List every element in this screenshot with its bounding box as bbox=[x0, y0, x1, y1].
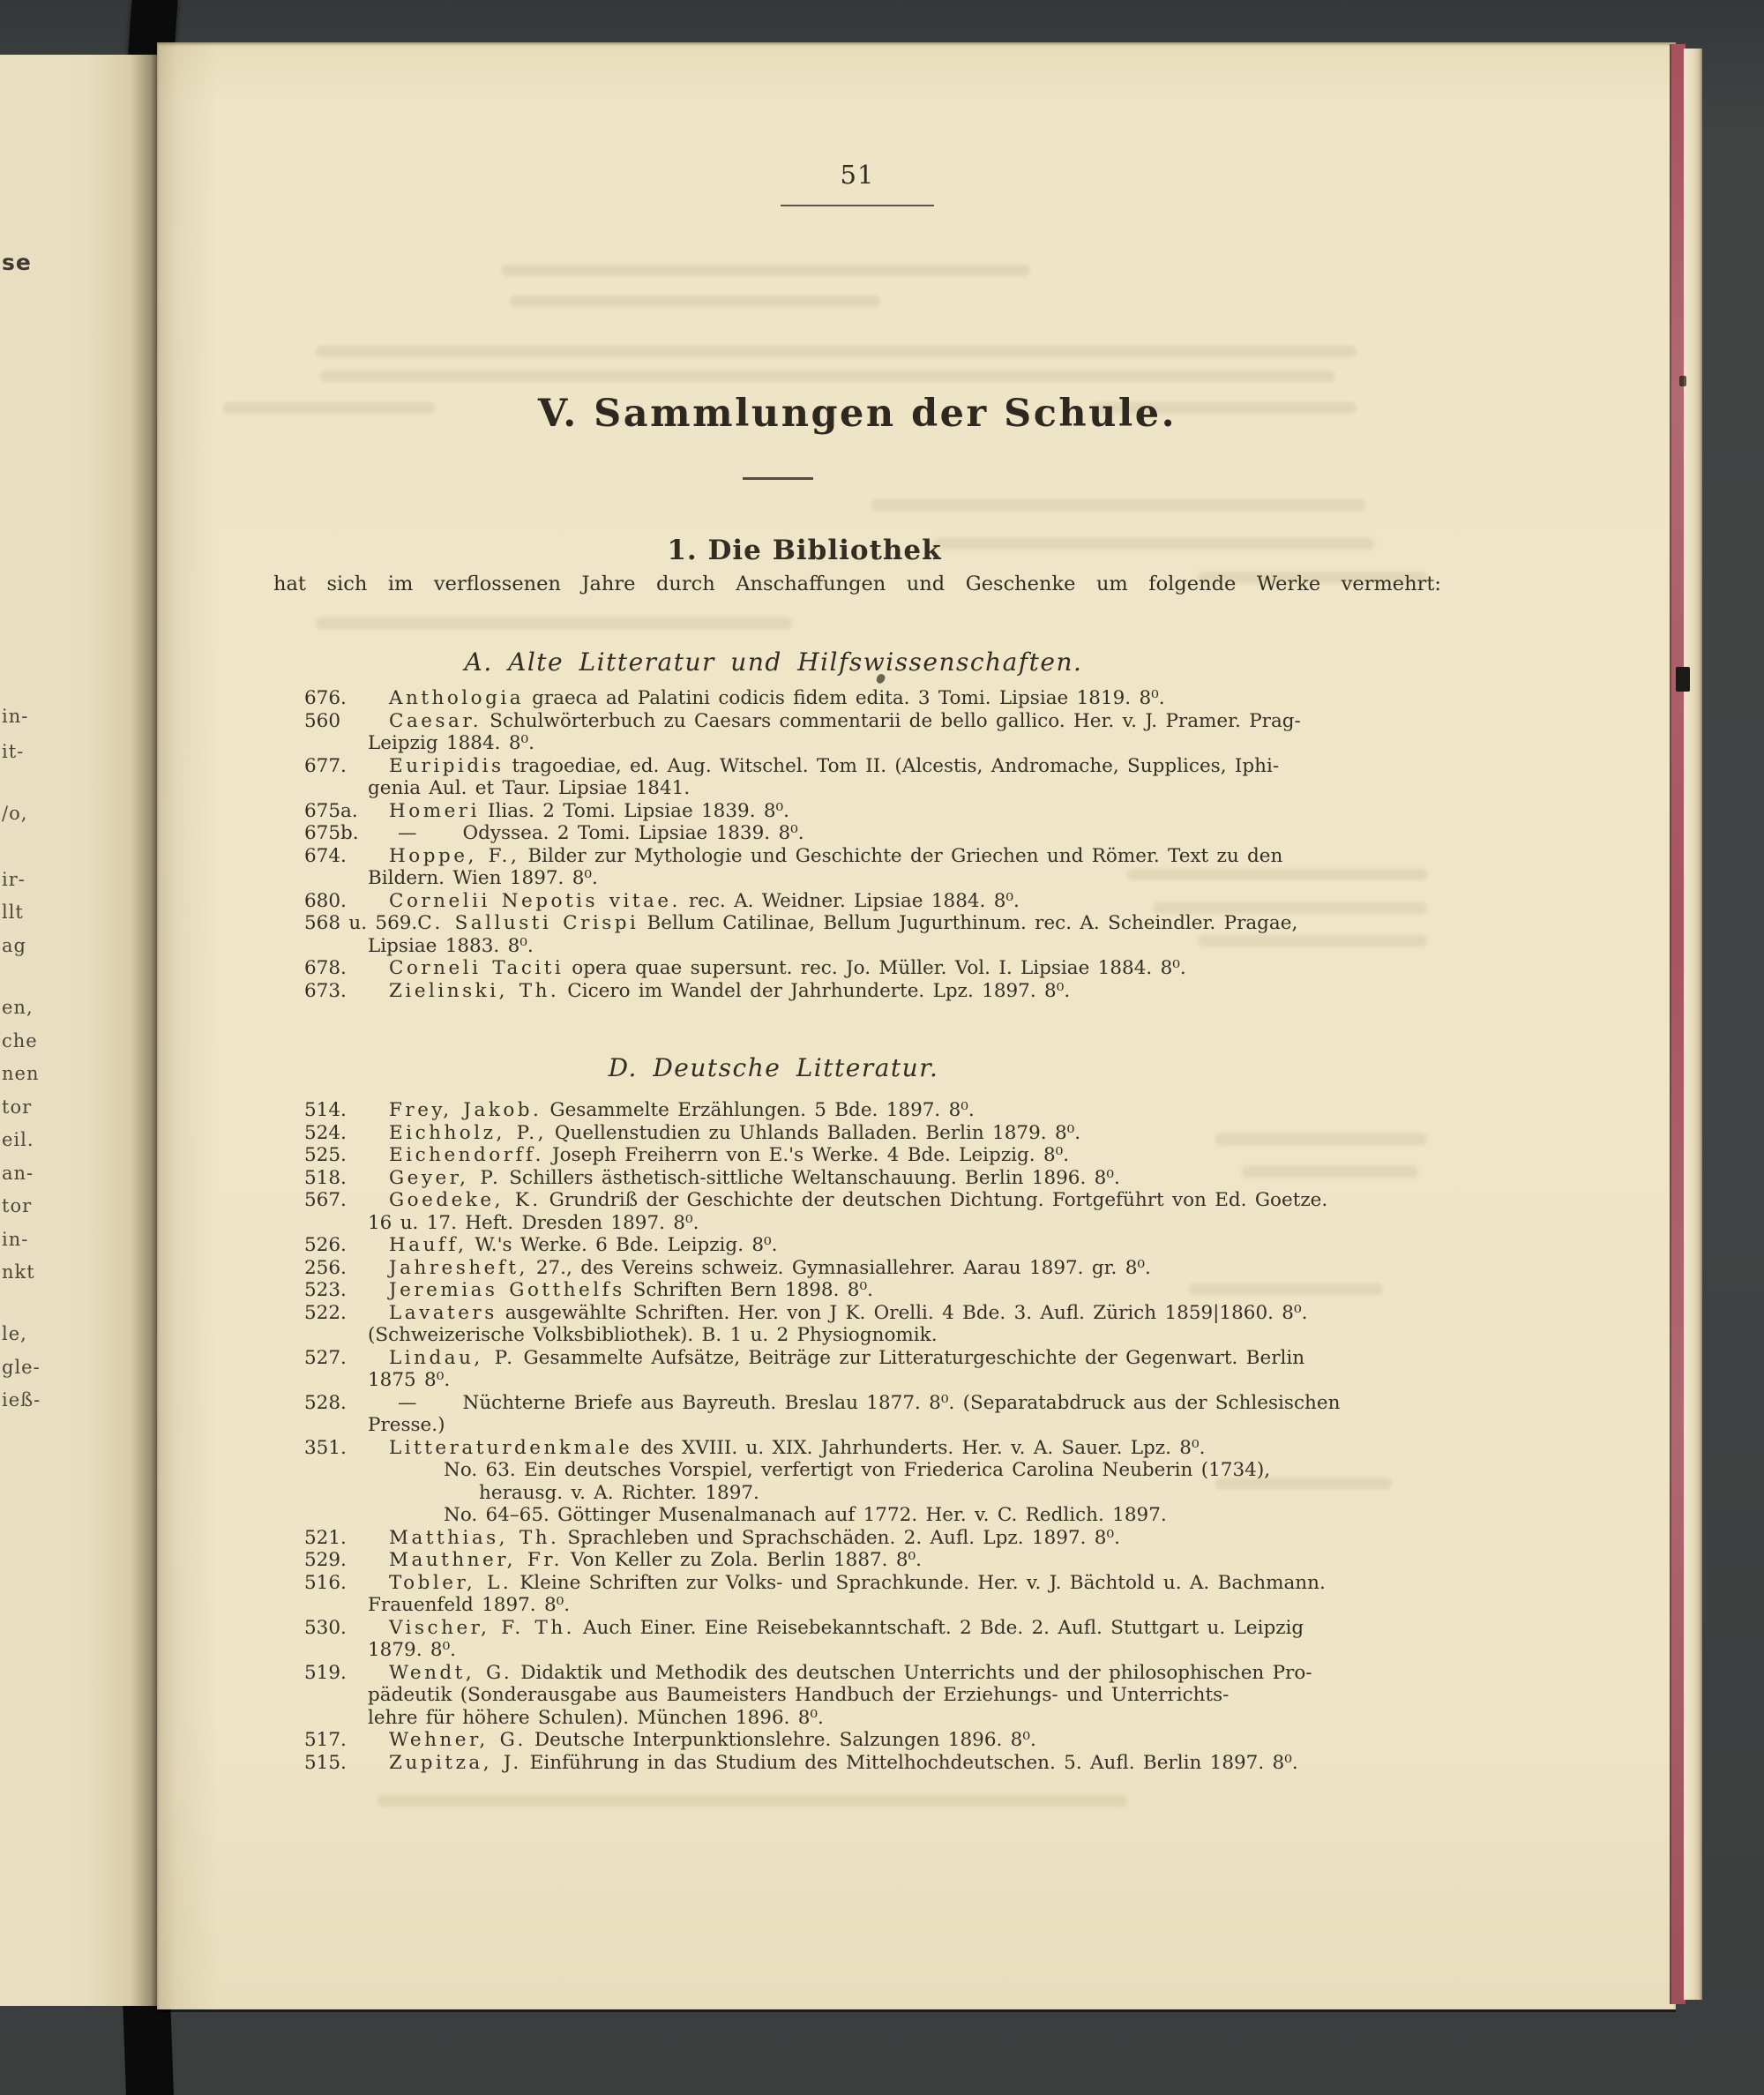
entry-first-line bbox=[304, 890, 1446, 913]
bibliography-entry bbox=[304, 1144, 1446, 1167]
cutoff-text-fragment: ag bbox=[2, 935, 26, 956]
entry-text: Gesammelte Aufsätze, Beiträge zur Litteraturgeschichte der Gegenwart. Berlin bbox=[523, 1346, 1305, 1369]
entry-number: 530. bbox=[304, 1616, 347, 1639]
entry-first-line bbox=[304, 1549, 1446, 1572]
entry-continuation-line: No. 64–65. Göttinger Musenalmanach auf 1772. Her. v. C. Redlich. 1897. bbox=[444, 1504, 1167, 1526]
cutoff-text-fragment: tor bbox=[2, 1096, 33, 1118]
entry-number: 560 bbox=[304, 709, 341, 732]
bibliography-entry bbox=[304, 1257, 1446, 1280]
entry-author: Caesar. bbox=[389, 709, 482, 732]
entry-continuation-line: genia Aul. et Taur. Lipsiae 1841. bbox=[368, 777, 691, 799]
entry-author: Goedeke, K. bbox=[389, 1189, 542, 1211]
entry-author: Eichendorff. bbox=[389, 1144, 544, 1166]
entry-continuation-line: No. 63. Ein deutsches Vorspiel, verfertigt von Friederica Carolina Neuberin (1734), bbox=[444, 1459, 1271, 1481]
entry-number: 527. bbox=[304, 1346, 347, 1369]
entry-text: Von Keller zu Zola. Berlin 1887. 8⁰. bbox=[571, 1549, 922, 1571]
page-number-rule bbox=[781, 205, 934, 206]
entry-author: Lavaters bbox=[389, 1301, 497, 1324]
bibliography-entry bbox=[304, 890, 1446, 913]
entry-continuation-line: lehre für höhere Schulen). München 1896. 8⁰. bbox=[368, 1706, 824, 1729]
entry-number: 524. bbox=[304, 1121, 347, 1144]
entry-author: C. Sallusti Crispi bbox=[417, 912, 639, 934]
entry-text: graeca ad Palatini codicis fidem edita. 3 Tomi. Lipsiae 1819. 8⁰. bbox=[532, 687, 1165, 709]
bibliography-entry bbox=[304, 1752, 1446, 1775]
entry-text: Cicero im Wandel der Jahrhunderte. Lpz. 1897. 8⁰. bbox=[567, 979, 1071, 1002]
entry-text: Odyssea. 2 Tomi. Lipsiae 1839. 8⁰. bbox=[462, 822, 804, 844]
bibliography-entry bbox=[304, 1572, 1446, 1617]
cutoff-text-fragment: en, bbox=[2, 997, 34, 1018]
entry-number: 675b. bbox=[304, 822, 359, 844]
bibliography-entry bbox=[304, 1347, 1446, 1392]
entry-author: Hoppe, F., bbox=[389, 844, 520, 867]
entry-author: Lindau, P. bbox=[389, 1346, 516, 1369]
entry-first-line bbox=[304, 800, 1446, 823]
entry-first-line bbox=[304, 957, 1446, 980]
chapter-title: V. Sammlungen der Schule. bbox=[537, 392, 1177, 436]
book-list-alte-litteratur bbox=[304, 687, 1446, 1002]
entry-text: Deutsche Interpunktionslehre. Salzungen 1896. 8⁰. bbox=[534, 1729, 1036, 1751]
cutoff-text-fragment: in- bbox=[2, 706, 29, 727]
entry-author: Zupitza, J. bbox=[389, 1751, 522, 1774]
entry-text: rec. A. Weidner. Lipsiae 1884. 8⁰. bbox=[688, 889, 1020, 912]
entry-continuation-line: Leipzig 1884. 8⁰. bbox=[368, 732, 534, 754]
entry-text: Joseph Freiherrn von E.'s Werke. 4 Bde. Leipzig. 8⁰. bbox=[552, 1144, 1070, 1166]
entry-continuation-line: Lipsiae 1883. 8⁰. bbox=[368, 934, 534, 957]
entry-author: Litteraturdenkmale bbox=[389, 1436, 633, 1459]
entry-number: 529. bbox=[304, 1549, 347, 1571]
book-list-deutsche-litteratur bbox=[304, 1099, 1446, 1774]
entry-first-line bbox=[304, 1392, 1446, 1415]
entry-first-line bbox=[304, 912, 1446, 935]
entry-number: 568 u. 569. bbox=[304, 912, 418, 934]
entry-text: Didaktik und Methodik des deutschen Unterrichts und der philosophischen Pro- bbox=[520, 1661, 1312, 1684]
bibliography-entry bbox=[304, 800, 1446, 823]
entry-continuation-line: herausg. v. A. Richter. 1897. bbox=[479, 1481, 759, 1504]
entry-number: 678. bbox=[304, 957, 347, 979]
entry-number: 256. bbox=[304, 1256, 347, 1279]
cutoff-text-fragment: che bbox=[2, 1030, 38, 1051]
entry-text: Nüchterne Briefe aus Bayreuth. Breslau 1877. 8⁰. (Separatabdruck aus der Schlesischen bbox=[462, 1391, 1341, 1414]
entry-text: Grundriß der Geschichte der deutschen Dichtung. Fortgeführt von Ed. Goetze. bbox=[549, 1189, 1328, 1211]
page-number: 51 bbox=[840, 160, 875, 190]
bibliography-entry bbox=[304, 1189, 1446, 1234]
entry-continuation-line: 16 u. 17. Heft. Dresden 1897. 8⁰. bbox=[368, 1211, 699, 1234]
entry-first-line bbox=[304, 1729, 1446, 1752]
entry-first-line bbox=[304, 710, 1446, 733]
entry-number: 514. bbox=[304, 1099, 347, 1121]
bookmark-ribbon-bottom bbox=[123, 1997, 174, 2095]
entry-number: 675a. bbox=[304, 799, 358, 822]
entry-author: — bbox=[398, 822, 417, 844]
entry-text: Quellenstudien zu Uhlands Balladen. Berlin 1879. 8⁰. bbox=[554, 1121, 1081, 1144]
bibliography-entry bbox=[304, 1729, 1446, 1752]
entry-author: Matthias, Th. bbox=[389, 1526, 560, 1549]
entry-author: Homeri bbox=[389, 799, 480, 822]
bibliography-entry bbox=[304, 1122, 1446, 1145]
entry-number: 517. bbox=[304, 1729, 347, 1751]
entry-continuation-line: Frauenfeld 1897. 8⁰. bbox=[368, 1594, 571, 1616]
entry-number: 518. bbox=[304, 1166, 347, 1189]
entry-continuation-line: 1879. 8⁰. bbox=[368, 1639, 457, 1661]
bibliography-entry bbox=[304, 1167, 1446, 1190]
entry-number: 677. bbox=[304, 754, 347, 777]
entry-text: 27., des Vereins schweiz. Gymnasiallehrer. Aarau 1897. gr. 8⁰. bbox=[535, 1256, 1151, 1279]
entry-first-line bbox=[304, 1122, 1446, 1145]
cutoff-text-fragment: tor bbox=[2, 1195, 33, 1216]
entry-first-line bbox=[304, 1189, 1446, 1212]
intro-paragraph: hat sich im verflossenen Jahre durch Anschaffungen und Geschenke um folgende Werke vermehrt: bbox=[273, 572, 1441, 595]
cutoff-text-fragment: eil. bbox=[2, 1129, 34, 1150]
entry-author: Corneli Taciti bbox=[389, 957, 564, 979]
bibliography-entry bbox=[304, 1617, 1446, 1662]
title-divider bbox=[743, 477, 813, 480]
entry-first-line bbox=[304, 1752, 1446, 1775]
entry-number: 674. bbox=[304, 844, 347, 867]
entry-continuation-line: pädeutik (Sonderausgabe aus Baumeisters Handbuch der Erziehungs- und Unterrichts- bbox=[368, 1684, 1230, 1706]
bibliography-entry bbox=[304, 980, 1446, 1003]
facing-page-edge bbox=[0, 55, 159, 2006]
cutoff-text-fragment: nen bbox=[2, 1063, 40, 1084]
entry-first-line bbox=[304, 1144, 1446, 1167]
entry-number: 676. bbox=[304, 687, 347, 709]
entry-first-line bbox=[304, 822, 1446, 845]
entry-first-line bbox=[304, 1099, 1446, 1122]
entry-text: Gesammelte Erzählungen. 5 Bde. 1897. 8⁰. bbox=[549, 1099, 975, 1121]
entry-author: Eichholz, P., bbox=[389, 1121, 547, 1144]
cutoff-text-fragment: in- bbox=[2, 1229, 29, 1250]
entry-text: Schillers ästhetisch-sittliche Weltanschauung. Berlin 1896. 8⁰. bbox=[509, 1166, 1120, 1189]
entry-author: Jeremias Gotthelfs bbox=[389, 1279, 625, 1301]
entry-continuation-line: Bildern. Wien 1897. 8⁰. bbox=[368, 867, 598, 889]
entry-number: 525. bbox=[304, 1144, 347, 1166]
edge-notch bbox=[1676, 667, 1690, 692]
entry-number: 519. bbox=[304, 1661, 347, 1684]
entry-first-line bbox=[304, 980, 1446, 1003]
bibliography-entry bbox=[304, 1099, 1446, 1122]
entry-author: Cornelii Nepotis vitae. bbox=[389, 889, 681, 912]
cutoff-text-fragment: ir- bbox=[2, 869, 26, 890]
entry-first-line bbox=[304, 1617, 1446, 1640]
entry-author: Zielinski, Th. bbox=[389, 979, 560, 1002]
entry-text: Bilder zur Mythologie und Geschichte der Griechen und Römer. Text zu den bbox=[527, 844, 1283, 867]
entry-number: 521. bbox=[304, 1526, 347, 1549]
entry-number: 567. bbox=[304, 1189, 347, 1211]
entry-text: Ilias. 2 Tomi. Lipsiae 1839. 8⁰. bbox=[487, 799, 790, 822]
entry-author: Jahresheft, bbox=[389, 1256, 528, 1279]
entry-first-line bbox=[304, 1302, 1446, 1325]
entry-text: tragoediae, ed. Aug. Witschel. Tom II. (Alcestis, Andromache, Supplices, Iphi- bbox=[512, 754, 1280, 777]
subsection-heading-deutsche-litteratur: D. Deutsche Litteratur. bbox=[608, 1053, 939, 1082]
cutoff-text-fragment: an- bbox=[2, 1163, 34, 1184]
entry-author: Hauff, bbox=[389, 1234, 467, 1256]
cutoff-text-fragment: se bbox=[2, 250, 32, 275]
bibliography-entry bbox=[304, 755, 1446, 800]
subsection-heading-alte-litteratur: A. Alte Litteratur und Hilfswissenschaften. bbox=[464, 647, 1083, 677]
entry-number: 528. bbox=[304, 1391, 347, 1414]
entry-first-line bbox=[304, 845, 1446, 868]
bibliography-entry bbox=[304, 1234, 1446, 1257]
bibliography-entry bbox=[304, 1437, 1446, 1527]
bibliography-entry bbox=[304, 710, 1446, 755]
entry-first-line bbox=[304, 755, 1446, 778]
cutoff-text-fragment: gle- bbox=[2, 1357, 41, 1378]
cutoff-text-fragment: llt bbox=[2, 902, 24, 923]
entry-first-line bbox=[304, 687, 1446, 710]
book-page bbox=[157, 42, 1676, 2009]
entry-author: Tobler, L. bbox=[389, 1571, 512, 1594]
entry-number: 515. bbox=[304, 1751, 347, 1774]
cutoff-text-fragment: /o, bbox=[2, 803, 28, 824]
entry-text: W.'s Werke. 6 Bde. Leipzig. 8⁰. bbox=[475, 1234, 778, 1256]
entry-continuation-line: (Schweizerische Volksbibliothek). B. 1 u. 2 Physiognomik. bbox=[368, 1324, 938, 1346]
bibliography-entry bbox=[304, 1662, 1446, 1730]
entry-number: 351. bbox=[304, 1436, 347, 1459]
entry-text: Auch Einer. Eine Reisebekanntschaft. 2 Bde. 2. Aufl. Stuttgart u. Leipzig bbox=[583, 1616, 1304, 1639]
entry-number: 516. bbox=[304, 1571, 347, 1594]
entry-first-line bbox=[304, 1572, 1446, 1595]
bibliography-entry bbox=[304, 845, 1446, 890]
entry-author: Mauthner, Fr. bbox=[389, 1549, 563, 1571]
entry-author: Wendt, G. bbox=[389, 1661, 513, 1684]
entry-text: Kleine Schriften zur Volks- und Sprachkunde. Her. v. J. Bächtold u. A. Bachmann. bbox=[519, 1571, 1326, 1594]
bibliography-entry bbox=[304, 1392, 1446, 1437]
cutoff-text-fragment: ieß- bbox=[2, 1389, 41, 1410]
entry-author: Wehner, G. bbox=[389, 1729, 527, 1751]
entry-text: Sprachleben und Sprachschäden. 2. Aufl. Lpz. 1897. 8⁰. bbox=[567, 1526, 1120, 1549]
entry-text: Einführung in das Studium des Mittelhochdeutschen. 5. Aufl. Berlin 1897. 8⁰. bbox=[529, 1751, 1298, 1774]
entry-author: Euripidis bbox=[389, 754, 505, 777]
bibliography-entry bbox=[304, 1302, 1446, 1347]
edge-notch bbox=[1679, 376, 1686, 386]
entry-first-line bbox=[304, 1347, 1446, 1370]
entry-author: Frey, Jakob. bbox=[389, 1099, 542, 1121]
cutoff-text-fragment: it- bbox=[2, 741, 25, 762]
entry-first-line bbox=[304, 1279, 1446, 1302]
entry-text: des XVIII. u. XIX. Jahrhunderts. Her. v. A. Sauer. Lpz. 8⁰. bbox=[640, 1436, 1206, 1459]
entry-continuation-line: Presse.) bbox=[368, 1414, 445, 1436]
entry-first-line bbox=[304, 1662, 1446, 1685]
bibliography-entry bbox=[304, 1279, 1446, 1302]
entry-text: opera quae supersunt. rec. Jo. Müller. Vol. I. Lipsiae 1884. 8⁰. bbox=[572, 957, 1186, 979]
entry-number: 673. bbox=[304, 979, 347, 1002]
entry-continuation-line: 1875 8⁰. bbox=[368, 1369, 451, 1391]
entry-author: Vischer, F. Th. bbox=[389, 1616, 576, 1639]
entry-first-line bbox=[304, 1437, 1446, 1460]
bibliography-entry bbox=[304, 957, 1446, 980]
entry-author: — bbox=[398, 1391, 417, 1414]
entry-text: Schulwörterbuch zu Caesars commentarii de bello gallico. Her. v. J. Pramer. Prag- bbox=[490, 709, 1301, 732]
entry-first-line bbox=[304, 1234, 1446, 1257]
entry-number: 526. bbox=[304, 1234, 347, 1256]
bibliography-entry bbox=[304, 687, 1446, 710]
section-heading-bibliothek: 1. Die Bibliothek bbox=[667, 535, 942, 566]
entry-first-line bbox=[304, 1527, 1446, 1550]
cutoff-text-fragment: nkt bbox=[2, 1261, 35, 1283]
page-content bbox=[273, 42, 1441, 2009]
entry-text: Bellum Catilinae, Bellum Jugurthinum. rec. A. Scheindler. Pragae, bbox=[647, 912, 1298, 934]
entry-number: 523. bbox=[304, 1279, 347, 1301]
bibliography-entry bbox=[304, 1527, 1446, 1550]
entry-number: 680. bbox=[304, 889, 347, 912]
entry-first-line bbox=[304, 1167, 1446, 1190]
entry-text: Schriften Bern 1898. 8⁰. bbox=[632, 1279, 873, 1301]
entry-number: 522. bbox=[304, 1301, 347, 1324]
bibliography-entry bbox=[304, 822, 1446, 845]
page-stack-edge bbox=[1684, 49, 1702, 2000]
bibliography-entry bbox=[304, 912, 1446, 957]
entry-first-line bbox=[304, 1257, 1446, 1280]
cutoff-text-fragment: le, bbox=[2, 1323, 27, 1344]
bibliography-entry bbox=[304, 1549, 1446, 1572]
entry-author: Geyer, P. bbox=[389, 1166, 502, 1189]
entry-author: Anthologia bbox=[389, 687, 525, 709]
entry-text: ausgewählte Schriften. Her. von J K. Orelli. 4 Bde. 3. Aufl. Zürich 1859|1860. 8⁰. bbox=[505, 1301, 1308, 1324]
